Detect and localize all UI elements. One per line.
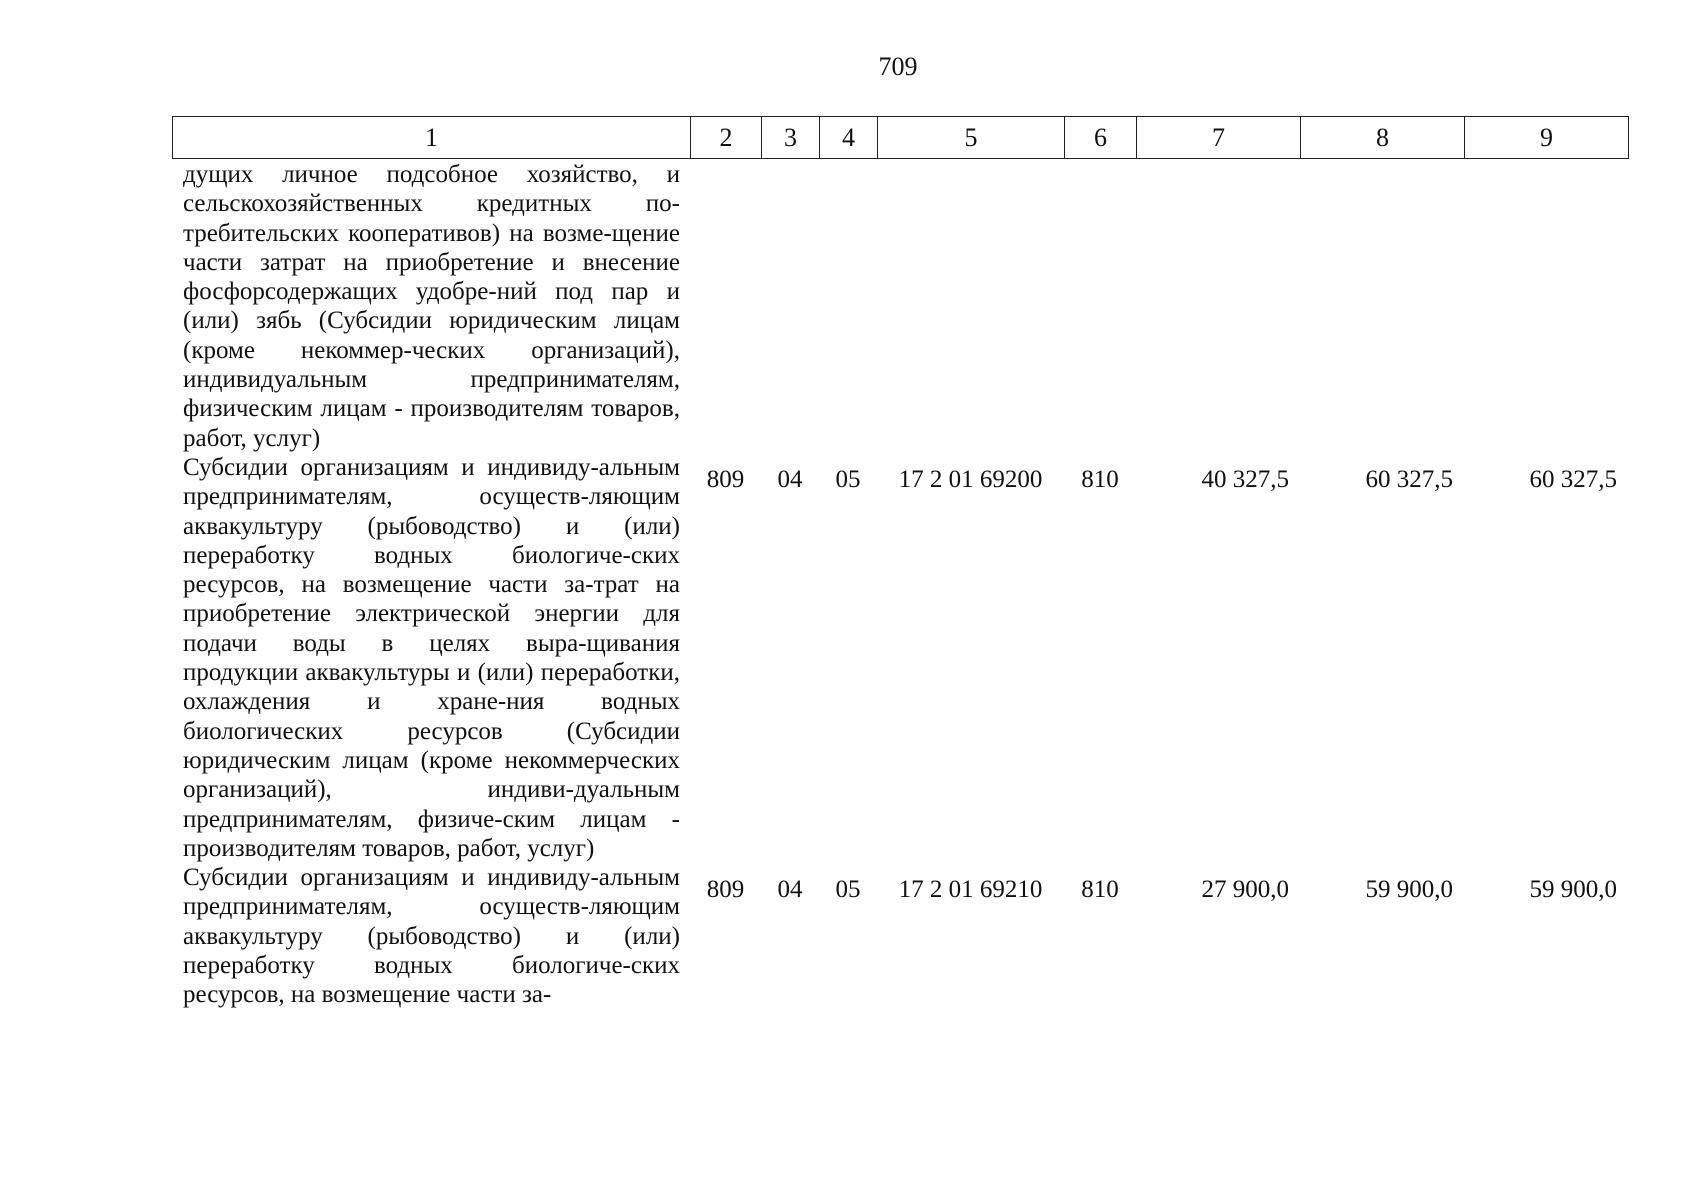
row-col-3 (761, 160, 819, 453)
row-col-9: 59 900,0 (1529, 876, 1617, 904)
table-body (172, 160, 1628, 1010)
row-col-5: 17 2 01 69200 (898, 465, 1043, 493)
header-col-9: 9 (1465, 117, 1629, 159)
header-col-1: 1 (173, 117, 691, 159)
row-col-5 (877, 160, 1064, 453)
header-col-7: 7 (1137, 117, 1301, 159)
row-col-6: 810 (1081, 876, 1119, 904)
header-col-2: 2 (691, 117, 762, 159)
table-row (172, 160, 1628, 453)
row-col-6: 810 (1081, 465, 1119, 493)
row-col-4: 05 (835, 876, 861, 904)
row-col-7: 27 900,0 (1201, 876, 1289, 904)
row-col-3: 04 (777, 465, 803, 493)
header-col-3: 3 (762, 117, 820, 159)
header-col-5: 5 (878, 117, 1065, 159)
header-col-6: 6 (1065, 117, 1137, 159)
row-col-2: 809 (706, 465, 745, 493)
header-row (173, 117, 1629, 159)
header-col-4: 4 (820, 117, 878, 159)
row-description: дущих личное подсобное хозяйство, и сельскохозяйственных кредитных по-требительских кооперативов) на возме-щение части затрат на приобретение и внесение фосфорсодержащих удобре-ний под пар и (или) зябь (Субсидии юридическим лицам (кроме некоммер-ческих организаций), индивидуальным предпринимателям, физическим лицам - производителям товаров, работ, услуг) (183, 161, 680, 452)
row-col-3: 04 (777, 876, 803, 904)
row-col-7: 40 327,5 (1201, 465, 1289, 493)
row-col-4 (819, 160, 877, 453)
row-col-9: 60 327,5 (1529, 465, 1617, 493)
row-description: Субсидии организациям и индивиду-альным предпринимателям, осуществ-ляющим аквакультуру (рыбоводство) и (или) переработку водных биологиче-ских ресурсов, на возмещение части за- (183, 864, 680, 1009)
row-col-6 (1064, 160, 1136, 453)
table-row (172, 453, 1628, 863)
row-description: Субсидии организациям и индивиду-альным предпринимателям, осуществ-ляющим аквакультуру (рыбоводство) и (или) переработку водных биологиче-ских ресурсов, на возмещение части за-трат на приобретение электрической энергии для подачи воды в целях выра-щивания продукции аквакультуры и (или) переработки, охлаждения и хране-ния водных биологических ресурсов (Субсидии юридическим лицам (кроме некоммерческих организаций), индиви-дуальным предпринимателям, физиче-ским лицам - производителям товаров, работ, услуг) (183, 453, 680, 862)
header-col-8: 8 (1301, 117, 1465, 159)
row-col-9 (1464, 160, 1628, 453)
row-col-5: 17 2 01 69210 (898, 876, 1043, 904)
row-col-8 (1300, 160, 1464, 453)
row-col-2 (690, 160, 761, 453)
row-col-4: 05 (835, 465, 861, 493)
table-header (172, 116, 1629, 159)
row-col-8: 59 900,0 (1365, 876, 1453, 904)
table-row (172, 863, 1628, 1009)
row-col-2: 809 (706, 876, 745, 904)
row-col-7 (1136, 160, 1300, 453)
page-number: 709 (878, 52, 918, 81)
row-col-8: 60 327,5 (1365, 465, 1453, 493)
